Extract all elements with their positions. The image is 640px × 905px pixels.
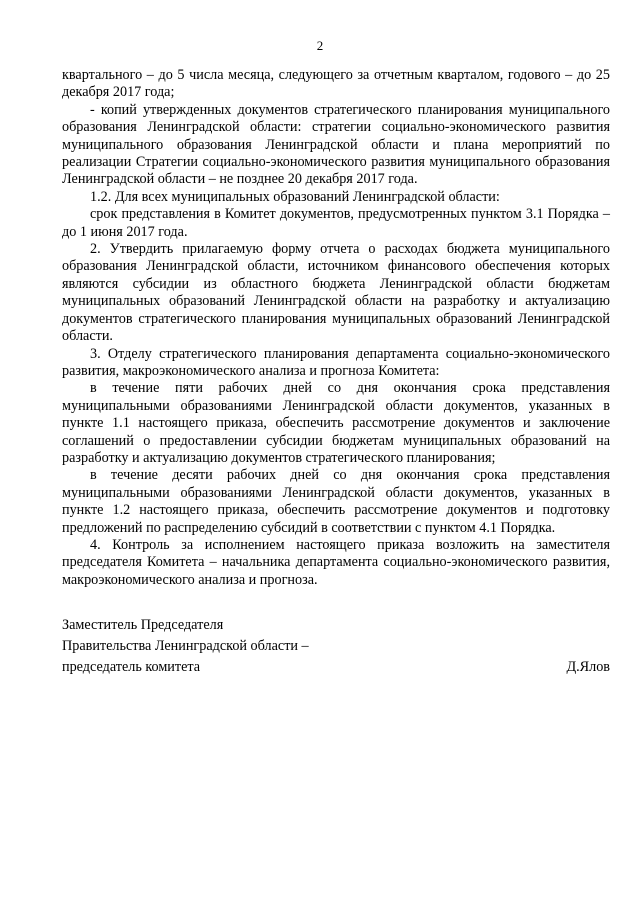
document-body	[62, 67, 610, 589]
paragraph: 1.2. Для всех муниципальных образований Ленинградской области:	[90, 188, 500, 205]
signatory-position-line-2: Правительства Ленинградской области –	[62, 638, 309, 654]
paragraph: 3. Отделу стратегического планирования департамента социально-экономического развития, макроэкономического анализа и прогноза Комитета:	[62, 345, 610, 379]
paragraph: 4. Контроль за исполнением настоящего приказа возложить на заместителя председателя Комитета – начальника департамента социально-экономического развития, макроэкономического анализа и прогноза.	[62, 536, 610, 588]
signature-block	[62, 615, 610, 678]
signatory-position-line-1: Заместитель Председателя	[62, 617, 224, 633]
signatory-name: Д.Ялов	[566, 659, 610, 675]
paragraph: в течение пяти рабочих дней со дня окончания срока представления муниципальными образованиями Ленинградской области документов, указанных в пункте 1.1 настоящего приказа, обеспечить рассмотрение документов и заключение соглашений о предоставлении субсидии бюджетам муниципальных образований на разработку и актуализацию документов стратегического планирования;	[62, 380, 610, 466]
page-number: 2	[316, 38, 324, 53]
paragraph: квартального – до 5 числа месяца, следующего за отчетным кварталом, годового – до 25 декабря 2017 года;	[62, 67, 610, 101]
paragraph: 2. Утвердить прилагаемую форму отчета о расходах бюджета муниципального образования Ленинградской области, источником финансового обеспечения которых являются субсидии из областного бюджета Ленинградской области бюджетам муниципальных образований Ленинградской области на разработку и актуализацию документов стратегического планирования муниципальных образований Ленинградской области.	[62, 241, 610, 345]
signatory-position-line-3: председатель комитета	[62, 659, 201, 675]
paragraph: - копий утвержденных документов стратегического планирования муниципального образования Ленинградской области: стратегии социально-экономического развития муниципального образования Ленинградской области и плана мероприятий по реализации Стратегии социально-экономического развития муниципального образования Ленинградской области – не позднее 20 декабря 2017 года.	[62, 101, 610, 188]
signatory-row	[62, 657, 610, 678]
paragraph: срок представления в Комитет документов, предусмотренных пунктом 3.1 Порядка – до 1 июня 2017 года.	[62, 206, 610, 240]
paragraph: в течение десяти рабочих дней со дня окончания срока представления муниципальными образованиями Ленинградской области документов, указанных в пункте 1.2 настоящего приказа, обеспечить рассмотрение документов и подготовку предложений по распределению субсидий в соответствии с пунктом 4.1 Порядка.	[62, 467, 610, 536]
